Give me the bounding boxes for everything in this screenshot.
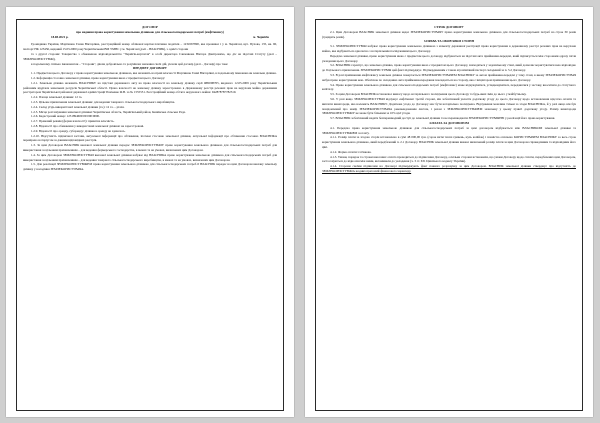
section-3-heading: 3.ПРАВА ТА ОБОВ'ЯЗКИ СТОРІН: [423, 39, 475, 44]
clause-3-1: 3.1. ЗЕМЛЕКОРИСТУВАЧ набуває права користування земельною ділянкою з моменту державної реєстрації права користування в державному реєстрі речових прав на нерухоме майно, яка відбувається одночасно з нотаріальним посвідченням цього Договору.: [322, 44, 576, 53]
clause-3-3: 3.3. В разі припинення емфітевзису земельна ділянка повертається ЗЕМЛЕКОРИСТУВАЧЕМ ВЛАСНИКУ за актом приймання-передачі у тому стані, в якому ЗЕМЛЕКОРИСТУВАЧ набув право користування нею. Обов'язок по складанню акта приймання-передання покладається на сторону, яка є ініціатором припинення цього Договору.: [322, 72, 576, 82]
page-2-content: [322, 25, 576, 174]
clause-3-1-transfer: Передача земельної ділянки, право користування якою є предметом цього договору, відбувається на підставі акта приймання-передачі, який підписується між сторонами одразу після укладення цього Договору.: [322, 53, 576, 63]
intro-closing-paragraph: в подальшому спільно іменовані як – "Сторони", діючи добровільно та розуміючи значення своїх дій, уклали цей договір (далі – Договір) про таке:: [31, 61, 229, 66]
document-page-1: [6, 7, 294, 417]
clause-1-1: 1.1. Предметом цього Договору є право користування земельною ділянкою, яка належить на праві власності Мартинюк Ганні Вікторівні, в подальшому іменована як земельна ділянка.: [31, 71, 277, 76]
page-1-text-frame: [16, 19, 284, 411]
page-2-text-frame: [315, 19, 583, 411]
party-one-paragraph: Громадянка України, Мартинюк Ганна Вікторівна, реєстраційний номер облікової картки платника податків – 1234567890, яка проживає і у м. Чернігові, вул. Пухова, 135, кв. 60, паспорт НК 123456, виданий 15.03.2000 року Чернігівським ВМ УМВС у м. Чернігові (далі – ВЛАСНИК), з однієї сторони: [23, 42, 277, 52]
clause-4-1-4: 4.1.4. Сторони своїми підписами на Договорі підтверджують факт повного розрахунку за цим Договором. ВЛАСНИК земельної ділянки стверджує про відсутність до ЗЕМЛЕКОРИСТУВАЧА жодних претензій фінансового характеру.: [322, 164, 576, 173]
clause-1-2-1: 1.2.1. Земельна ділянка належить ВЛАСНИКУ на підставі державного акту на право власності на земельну ділянку серії ЯЮ098765, виданого 12.05.2009 року Чернігівським районним відділом земельних ресурсів Чернігівської області. Право власності на земельну ділянку зареєстровано в Державному реєстрі речових прав на нерухоме майно державним реєстратором Чернігівської районної державної адміністрації Панченко Ф.В. за № 1555551. Реєстраційний номер об'єкта нерухомого майна: 942878787782319.: [23, 80, 277, 95]
clause-1-2-10: 1.2.10. Відсутність підписаної застави, актуальної інформації про обтяження, іпотеки стосовно земельної ділянки, актуальної інформації про обтяження стосовно ВЛАСНИКА перевірено нотаріусом за даними відповідних реєстрів.: [23, 133, 277, 143]
clause-1-2: 1.2. Інформація стосовно земельної ділянки, право користування якою є предметом цього Договору:: [31, 75, 166, 80]
clause-4-1: 4.1. Передача права користування земельною ділянкою для сільськогосподарських потреб за цим договором відбувається між ВЛАСНИКОМ земельної ділянки та ЗЕМЛЕКОРИСТУВАЧЕМ за плату.: [322, 125, 576, 135]
clause-1-2-2: 1.2.2. Площа земельної ділянки: 12 га.: [31, 95, 83, 100]
section-4-heading: 4.ПЛАТА ЗА ДОГОВОРОМ: [429, 120, 469, 125]
section-1-heading: ПРЕДМЕТ ДОГОВОРУ: [132, 66, 168, 71]
clause-1-2-6: 1.2.6. Кадастровий номер: 1231894600:00:000:0000.: [31, 114, 100, 119]
contract-title: ДОГОВІР: [142, 25, 158, 29]
clause-3-6: 3.6. У разі якщо ЗЕМЛЕКОРИСТУВАЧ відчужує емфітевзис третій стороні, він зобов'язаний укласти додаткову угоду до цього Договору щодо встановлення відсотка оплати та виплати винагороди, яка належить ВЛАСНИКУ. Додаткова угода до Договору має бути нотаріально посвідчена. Відчуження можливе тільки за згоди ВЛАСНИКА, й у разі якщо він був повідомлений про намір ЗЕМЛЕКОРИСТУВАЧА рекомендованим листом, і разом з ЗЕМЛЕКОРИСТУВАЧЕМ зазначену у цьому пункті додаткову угоду. Розмір винагороди ЗЕМЛЕКОРИСТУВАЧУ не може бути більшим за 10% цієї угоди.: [322, 96, 576, 116]
clause-1-2-8: 1.2.8. Відомості про обмеження у використанні земельної ділянки: не зареєстровані.: [31, 123, 145, 128]
clause-4-1-3: 4.1.3. Умови, порядок та строки внесення: оплата проводиться до підписання Договору, оскільки сторони встановили, що умови Договору щодо сплати, передбачених цим Договором, застосовуються до відносин між ними, які виникли до укладення (ч. 3 ст. 631 Цивільного кодексу України).: [322, 154, 576, 164]
clause-2-1: 2.1. Цим Договором ВЛАСНИК земельної ділянки надає ЗЕМЛЕКОРИСТУВАЧУ право користування земельною ділянкою для сільськогосподарських потреб на строк 30 років (тридцять років).: [322, 29, 576, 39]
clause-1-4: 1.4. За цим Договором ЗЕМЛЕКОРИСТУВАЧ вказаної земельної ділянки набуває від ВЛАСНИКА право користування земельною ділянкою для сільськогосподарських потреб для використання за цільовим призначенням – для ведення товарного сільськогосподарського виробництва, в межах та на умовах, визначених цим Договором.: [23, 152, 277, 162]
clause-3-5: 3.5. За цим Договором ВЛАСНИК встановлює вимогу щодо нотаріального посвідчення цього Договору та будь-яких змін до нього у майбутньому.: [330, 92, 527, 97]
document-page-2: [305, 7, 593, 417]
party-two-paragraph: та з другої сторони: Товариство з обмеженою відповідальністю "Чернігів-картопля" в особі директора Савченкова Віктора Дмитровича, що діє на підставі Статуту (далі – ЗЕМЛЕКОРИСТУВАЧ),: [23, 51, 277, 61]
clause-1-2-7: 1.2.7. Правовий режим (форма власності): приватна власність.: [31, 119, 115, 124]
contract-subtitle: про надання права користування земельною ділянкою для сільськогосподарських потреб (емфітевзису): [75, 29, 225, 34]
clause-1-2-4: 1.2.4. Склад угідь використаної земельної ділянки (га.): 12 га. – рілля.: [31, 104, 125, 109]
clause-1-2-3: 1.2.3. Цільове призначення земельної ділянки: для ведення товарного сільськогосподарського виробництва.: [31, 99, 176, 104]
clause-1-2-9: 1.2.9. Відомості про оренду, суборенду: ділянка в оренду не здавалась.: [31, 128, 126, 133]
section-2-heading: СТРОК ДОГОВОРУ: [434, 25, 464, 29]
clause-4-1-1: 4.1.1. Розмір плати за згодою сторін встановлено в сумі 48 000,00 грн. (сорок вісім тисяч гривень, нуль копійок) і повністю оплачено КОРИСТУВАЧЕМ ВЛАСНИКУ за весь строк користування земельною ділянкою, який передбачений п. 2.1 Договору. ВЛАСНИК земельної ділянки вважає визначений розмір плати за цим Договором справедливим та відповідним його ціні.: [322, 135, 576, 149]
clause-4-1-2: 4.1.2. Форма оплати: готівкова.: [330, 149, 372, 154]
clause-1-5: 1.5. Для реалізації ЗЕМЛЕКОРИСТУВАЧЕМ права користування земельною ділянкою для сільськогосподарських потреб її ВЛАСНИК передає на цим Договором вказану земельну ділянку у володіння ЗЕМЛЕКОРИСТУВАЧА.: [23, 162, 277, 172]
clause-3-2: 3.2. ВЛАСНИК гарантує, що земельна ділянка, право користування якою є предметом цього Договору, знаходиться у задовільному стані, який дозволяє користуватися нею відповідно до її цільового призначення. ЗЕМЛЕКОРИСТУВАЧ цей факт підтверджує. Підтвердженням є також агрохімічний паспорт складений за п. 5.2 Договору.: [322, 63, 576, 73]
contract-city: м. Чернігів: [253, 34, 269, 39]
clause-1-2-5: 1.2.5. Місце розташування земельної ділянки: Чернігівська область, Чернігівський район, Івашівська сільська Рада.: [31, 109, 186, 114]
contract-date: 18.08.2021 р.: [51, 34, 69, 39]
clause-3-4: 3.4. Право користування земельною ділянкою для сільськогосподарських потреб (емфітевзис) може відчужуватися, успадковуватися, передаватися у заставу, вноситися до статутного капіталу.: [322, 82, 576, 92]
clause-1-3: 1.3. За цим Договором ВЛАСНИК вказаної земельної ділянки передає ЗЕМЛЕКОРИСТУВАЧУ право користування земельною ділянкою для сільськогосподарських потреб для використання за цільовим призначенням – для ведення фермерського господарства, в межах та на умовах, визначених цим Договором.: [23, 143, 277, 152]
contract-dateline: [23, 35, 277, 40]
clause-3-7: 3.7. ВЛАСНИК зобов'язаний надати безперешкодний доступ до земельної ділянки та не перешкоджати ЗЕМЛЕКОРИСТУВАЧЕВІ у реалізації його права користування.: [330, 116, 556, 121]
page-1-content: [23, 25, 277, 172]
